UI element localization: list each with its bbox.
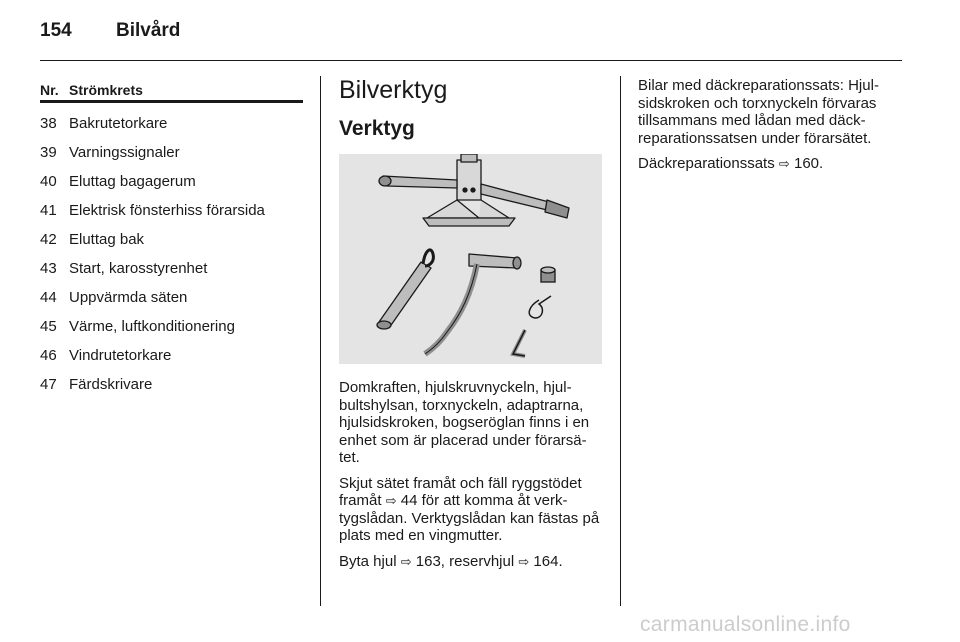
tools-paragraph-1: Domkraften, hjulskruvnyckeln, hjulbultshylsan, torxnyckeln, adaptrarna, hjulsidskroken, bogseröglan finns i en enhet som är placerad under förarsätet.: [339, 379, 590, 466]
row-nr: 46: [40, 347, 57, 364]
row-circuit: Varningssignaler: [69, 144, 180, 161]
paragraph-text: Skjut sätet framåt och fäll ryggstödet framåt: [339, 474, 582, 509]
wheel-bolt-socket-icon: [377, 250, 433, 329]
page-header: [40, 20, 180, 42]
tire-repair-section: [638, 77, 902, 181]
adapter-icon: [541, 267, 555, 282]
watermark: carmanualsonline.info: [640, 613, 851, 636]
paragraph-text: 163, reservhjul: [411, 552, 519, 570]
row-nr: 38: [40, 115, 57, 132]
paragraph-text: 160.: [789, 155, 824, 172]
paragraph-text: 44 för att komma åt verktygslådan. Verktygslådan kan fästas på plats med en vingmutter.: [339, 492, 600, 544]
tools-section: [339, 75, 602, 578]
table-row: [40, 370, 303, 399]
page-number: 154: [40, 20, 72, 41]
row-nr: 39: [40, 144, 57, 161]
row-nr: 41: [40, 202, 57, 219]
tire-repair-paragraph-2: [638, 155, 902, 173]
table-row: [40, 283, 303, 312]
table-row: [40, 341, 303, 370]
section-title: Bilverktyg: [339, 76, 448, 104]
torx-key-icon: [513, 330, 525, 356]
section-subtitle: Verktyg: [339, 117, 415, 140]
page-ref-arrow-icon: ⇨: [518, 553, 530, 569]
fuse-table-body: [40, 109, 303, 399]
paragraph-text: 164.: [529, 552, 563, 570]
fuse-table-header: [40, 80, 303, 103]
header-nr: Nr.: [40, 82, 59, 98]
row-circuit: Vindrutetorkare: [69, 347, 172, 364]
row-circuit: Uppvärmda säten: [69, 289, 188, 306]
table-row: [40, 254, 303, 283]
row-circuit: Eluttag bak: [69, 231, 145, 248]
jack-icon: [379, 154, 569, 226]
header-rule: [40, 60, 902, 61]
row-circuit: Start, karosstyrenhet: [69, 260, 208, 277]
towing-eye-hook-icon: [529, 296, 551, 318]
tools-paragraph-3: [339, 553, 602, 571]
tools-illustration: [339, 154, 602, 364]
table-row: [40, 196, 303, 225]
table-row: [40, 109, 303, 138]
paragraph-text: Byta hjul: [339, 552, 401, 570]
row-circuit: Bakrutetorkare: [69, 115, 168, 132]
header-circuit: Strömkrets: [69, 82, 143, 98]
row-nr: 47: [40, 376, 57, 393]
table-row: [40, 138, 303, 167]
table-row: [40, 167, 303, 196]
table-row: [40, 312, 303, 341]
column-divider: [620, 76, 621, 606]
row-nr: 40: [40, 173, 57, 190]
row-nr: 42: [40, 231, 57, 248]
fuse-table: [40, 80, 303, 399]
page-ref-arrow-icon: ⇨: [778, 156, 790, 171]
row-circuit: Eluttag bagagerum: [69, 173, 196, 190]
column-divider: [320, 76, 321, 606]
row-nr: 44: [40, 289, 57, 306]
row-nr: 43: [40, 260, 57, 277]
table-row: [40, 225, 303, 254]
tire-repair-paragraph-1: Bilar med däckreparationssats: Hjulsidskroken och torxnyckeln förvaras tillsammans med lådan med däckreparationssatsen under förarsätet.: [638, 77, 879, 147]
tools-paragraph-2: [339, 475, 602, 545]
row-nr: 45: [40, 318, 57, 335]
wheel-wrench-icon: [425, 254, 521, 354]
row-circuit: Värme, luftkonditionering: [69, 318, 235, 335]
page-ref-arrow-icon: ⇨: [400, 553, 412, 569]
paragraph-text: Däckreparationssats: [638, 155, 779, 172]
row-circuit: Elektrisk fönsterhiss förarsida: [69, 202, 265, 219]
chapter-title: Bilvård: [116, 20, 181, 41]
row-circuit: Färdskrivare: [69, 376, 153, 393]
page-ref-arrow-icon: ⇨: [385, 493, 397, 508]
